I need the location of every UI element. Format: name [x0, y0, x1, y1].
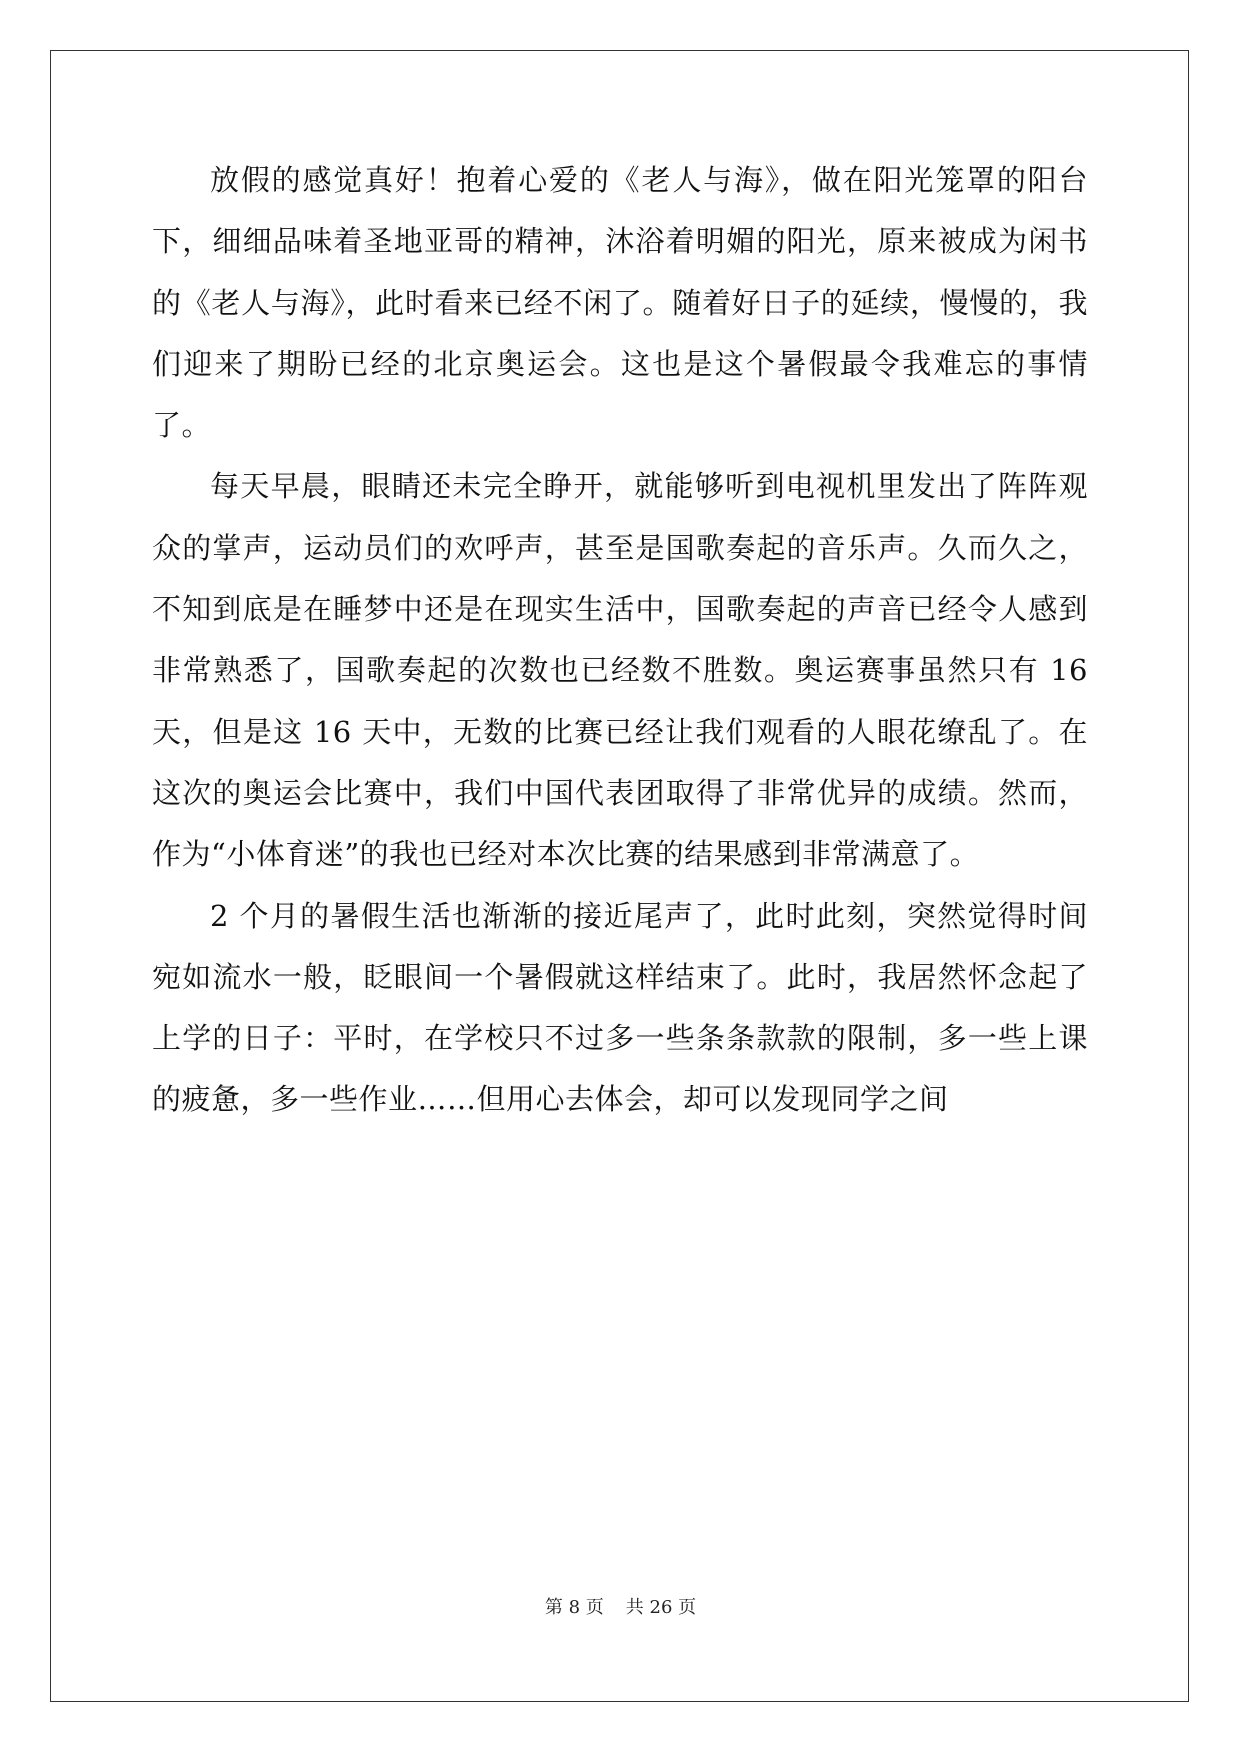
page-number: 第 8 页 — [544, 1597, 604, 1618]
page-footer — [0, 1593, 1241, 1619]
document-body — [152, 150, 1088, 1131]
page-total: 共 26 页 — [625, 1597, 697, 1618]
paragraph-3: 2 个月的暑假生活也渐渐的接近尾声了，此时此刻，突然觉得时间宛如流水一般，眨眼间一个暑假就这样结束了。此时，我居然怀念起了上学的日子：平时，在学校只不过多一些条条款款的限制，多一些上课的疲惫，多一些作业……但用心去体会，却可以发现同学之间 — [152, 898, 1088, 1117]
paragraph-1: 放假的感觉真好！抱着心爱的《老人与海》，做在阳光笼罩的阳台下，细细品味着圣地亚哥的精神，沐浴着明媚的阳光，原来被成为闲书的《老人与海》，此时看来已经不闲了。随着好日子的延续，慢慢的，我们迎来了期盼已经的北京奥运会。这也是这个暑假最令我难忘的事情了。 — [152, 163, 1088, 443]
paragraph-2: 每天早晨，眼睛还未完全睁开，就能够听到电视机里发出了阵阵观众的掌声，运动员们的欢呼声，甚至是国歌奏起的音乐声。久而久之，不知到底是在睡梦中还是在现实生活中，国歌奏起的声音已经令人感到非常熟悉了，国歌奏起的次数也已经数不胜数。奥运赛事虽然只有 16 天，但是这 16 天中，无数的比赛已经让我们观看的人眼花缭乱了。在这次的奥运会比赛中，我们中国代表团取得了非常优异的成绩。然而，作为“小体育迷”的我也已经对本次比赛的结果感到非常满意了。 — [152, 469, 1088, 872]
